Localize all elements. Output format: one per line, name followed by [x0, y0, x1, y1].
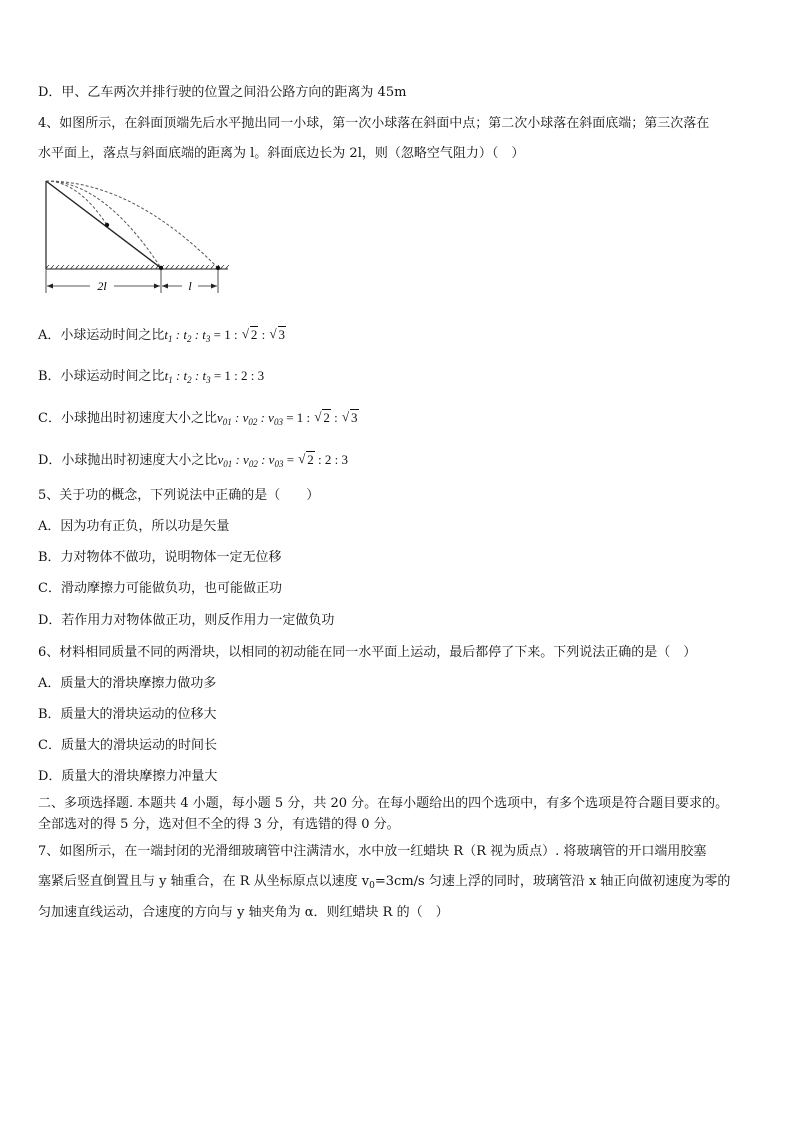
arrow-2l-left — [47, 284, 53, 289]
q6-option-a: A．质量大的滑块摩擦力做功多 — [38, 676, 217, 691]
q7-line2 — [38, 873, 730, 895]
section2-line2: 全部选对的得 5 分，选对但不全的得 3 分，有选错的得 0 分。 — [38, 817, 400, 832]
q6-option-c: C．质量大的滑块运动的时间长 — [38, 738, 217, 753]
q5-stem: 5、关于功的概念，下列说法中正确的是（ ） — [38, 488, 320, 503]
projectile-incline-diagram — [38, 176, 238, 298]
q6-option-b: B．质量大的滑块运动的位移大 — [38, 707, 217, 722]
q7-v0-subscript: 0 — [369, 881, 375, 891]
q7-line2-a: 塞紧后竖直倒置且与 y 轴重合，在 R 从坐标原点以速度 v — [38, 874, 370, 889]
q4-option-b-text: B．小球运动时间之比 — [38, 369, 165, 384]
ground-hatch — [46, 265, 229, 269]
q7-line3: 匀加速直线运动，合速度的方向与 y 轴夹角为 α．则红蜡块 R 的（ ） — [38, 905, 449, 920]
q4-option-a-math: $t_1$ : $t_2$ : $t_3 = 1$ : √ 2 : √ 3 — [164, 327, 286, 342]
arrow-l-right — [211, 284, 217, 289]
q4-option-d — [38, 451, 348, 473]
q7-line1: 7、如图所示，在一端封闭的光滑细玻璃管中注满清水，水中放一红蜡块 R（R 视为质点）. 将玻璃管的开口端用胶塞 — [38, 844, 707, 859]
trajectory-3 — [46, 181, 218, 268]
q4-option-d-text: D．小球抛出时初速度大小之比 — [38, 453, 218, 468]
q4-option-b-math: $t_1$ : $t_2$ : $t_3 = 1$ : 2 : 3 — [164, 368, 265, 385]
q5-option-a: A．因为功有正负，所以功是矢量 — [38, 519, 230, 534]
q5-option-c: C．滑动摩擦力可能做负功，也可能做正功 — [38, 581, 282, 596]
q4-stem-line1: 4、如图所示，在斜面顶端先后水平抛出同一小球，第一次小球落在斜面中点；第二次小球落在斜面底端；第三次落在 — [38, 116, 710, 131]
label-l: l — [188, 279, 192, 293]
q4-option-d-math: $v_{01}$ : $v_{02}$ : $v_{03}$ = √ 2 : 2 : 3 — [217, 452, 348, 467]
q7-line2-b: =3cm/s 匀速上浮的同时，玻璃管沿 x 轴正向做初速度为零的 — [374, 874, 731, 889]
q4-option-a — [38, 326, 286, 348]
q4-option-b — [38, 367, 264, 389]
q5-option-b: B．力对物体不做功，说明物体一定无位移 — [38, 550, 282, 565]
q4-option-c-math: $v_{01}$ : $v_{02}$ : $v_{03} = 1$ : √ 2 : √ 3 — [217, 410, 359, 425]
arrow-2l-right — [154, 284, 160, 289]
incline-line — [46, 181, 161, 268]
arrow-l-left — [162, 284, 168, 289]
q3-option-d: D．甲、乙车两次并排行驶的位置之间沿公路方向的距离为 45m — [38, 85, 407, 100]
q4-option-a-text: A．小球运动时间之比 — [38, 328, 165, 343]
q4-option-c — [38, 409, 359, 431]
q5-option-d: D．若作用力对物体做正功，则反作用力一定做负功 — [38, 613, 335, 628]
section2-line1: 二、多项选择题. 本题共 4 小题，每小题 5 分，共 20 分。在每小题给出的四个选项中，有多个选项是符合题目要求的。 — [38, 796, 729, 811]
label-2l: 2l — [97, 279, 107, 293]
landing-point-1 — [105, 223, 109, 227]
q4-stem-line2: 水平面上，落点与斜面底端的距离为 l。斜面底边长为 2l，则（忽略空气阻力）（ ） — [38, 146, 525, 161]
q6-option-d: D．质量大的滑块摩擦力冲量大 — [38, 769, 218, 784]
q6-stem: 6、材料相同质量不同的两滑块，以相同的初动能在同一水平面上运动，最后都停了下来。下列说法正确的是（ ） — [38, 645, 697, 660]
q4-option-c-text: C．小球抛出时初速度大小之比 — [38, 411, 217, 426]
